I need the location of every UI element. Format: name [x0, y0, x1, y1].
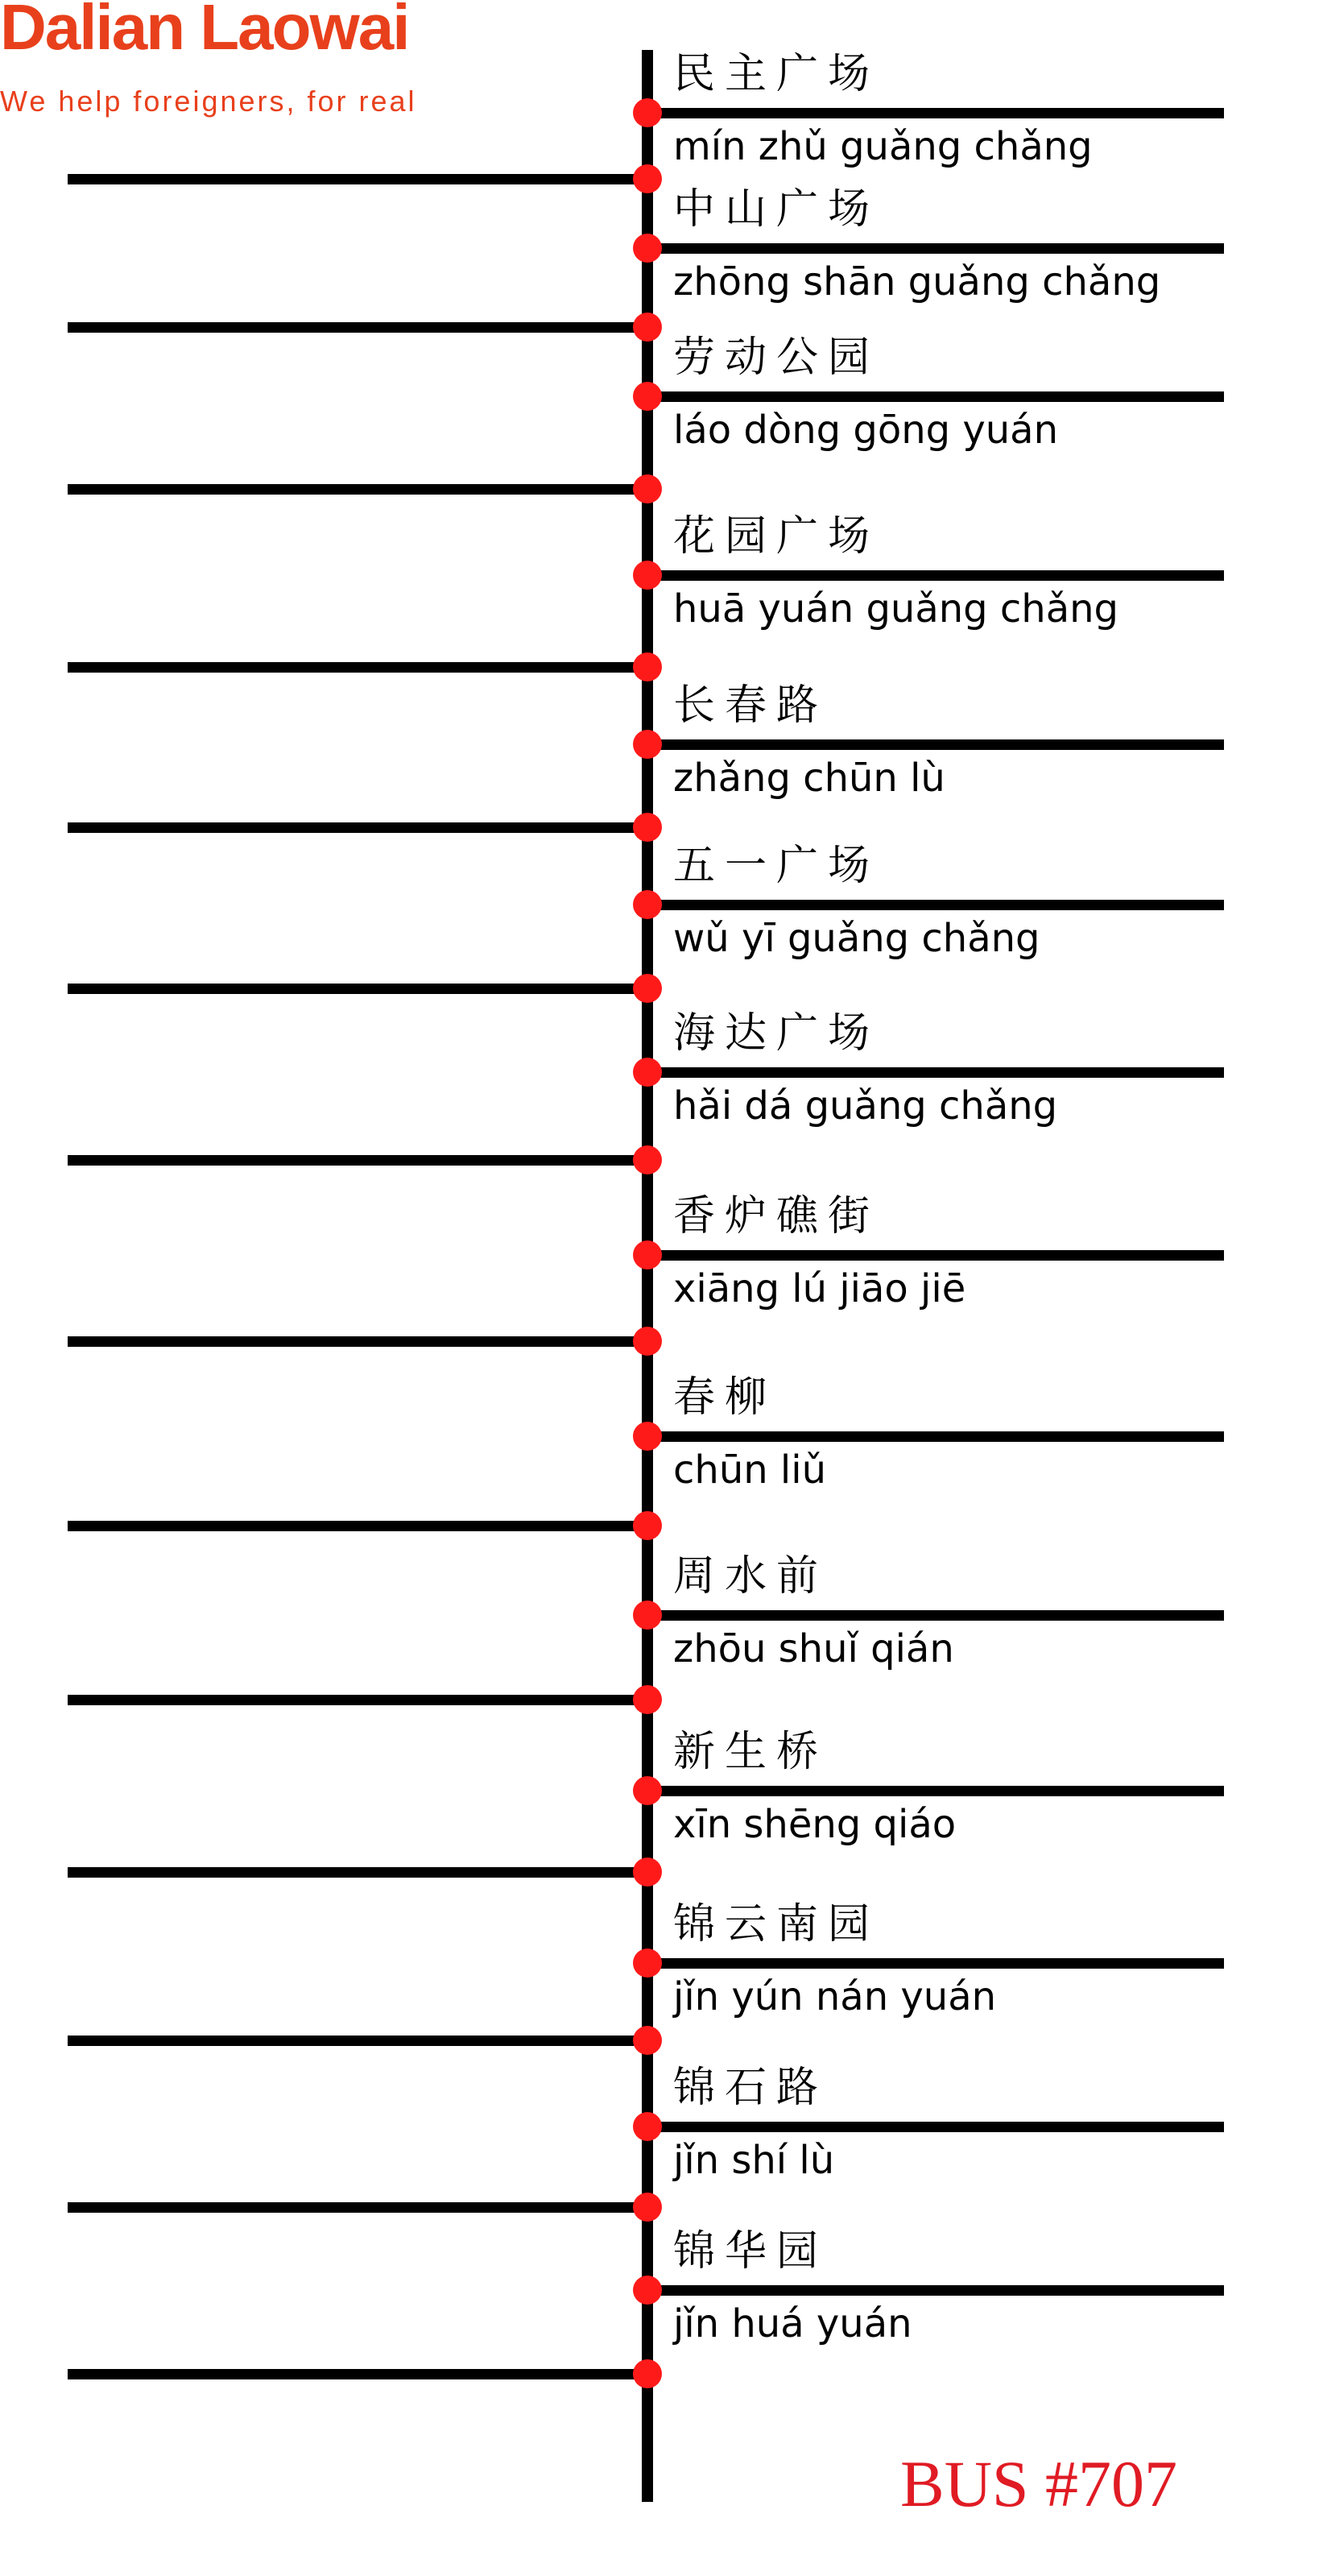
stop-dot[interactable]	[633, 1327, 662, 1356]
brand-title: Dalian Laowai	[0, 0, 409, 63]
branch-line	[647, 570, 1224, 581]
stop-name-pinyin: wǔ yī guǎng chǎng	[673, 916, 1040, 961]
branch-line	[68, 1336, 647, 1347]
stop-dot[interactable]	[633, 2112, 662, 2141]
stop-dot[interactable]	[633, 1511, 662, 1540]
stop-name-pinyin: zhǎng chūn lù	[673, 756, 945, 801]
stop-dot[interactable]	[633, 2193, 662, 2222]
branch-line	[68, 2202, 647, 2213]
stop-name-zh: 花园广场	[673, 512, 880, 561]
stop-name-zh: 锦石路	[673, 2064, 829, 2112]
stop-dot[interactable]	[633, 2359, 662, 2388]
branch-line	[647, 1067, 1224, 1078]
stop-name-zh: 长春路	[673, 681, 829, 730]
stop-name-pinyin: hǎi dá guǎng chǎng	[673, 1083, 1058, 1129]
stop-dot[interactable]	[633, 234, 662, 263]
branch-line	[647, 900, 1224, 910]
stop-name-pinyin: zhōu shuǐ qián	[673, 1626, 954, 1671]
branch-line	[647, 391, 1224, 402]
branch-line	[68, 1695, 647, 1705]
stop-name-zh: 中山广场	[673, 185, 880, 234]
stop-name-pinyin: láo dòng gōng yuán	[673, 408, 1059, 453]
stop-dot[interactable]	[633, 2276, 662, 2305]
branch-line	[68, 984, 647, 994]
branch-line	[647, 2285, 1224, 2296]
branch-line	[68, 2369, 647, 2379]
stop-name-pinyin: jǐn shí lù	[673, 2138, 835, 2183]
branch-line	[647, 1610, 1224, 1621]
stop-dot[interactable]	[633, 974, 662, 1003]
stop-dot[interactable]	[633, 313, 662, 342]
brand-tagline: We help foreigners, for real	[0, 85, 417, 118]
stop-name-pinyin: chūn liǔ	[673, 1447, 827, 1493]
stop-name-zh: 新生桥	[673, 1728, 829, 1776]
stop-name-zh: 锦云南园	[673, 1900, 880, 1949]
stop-name-pinyin: mín zhǔ guǎng chǎng	[673, 124, 1093, 169]
stop-dot[interactable]	[633, 1776, 662, 1805]
stop-name-zh: 五一广场	[673, 842, 880, 890]
branch-line	[68, 484, 647, 495]
stop-dot[interactable]	[633, 890, 662, 919]
stop-dot[interactable]	[633, 1949, 662, 1978]
stop-dot[interactable]	[633, 730, 662, 759]
stop-name-pinyin: xiāng lú jiāo jiē	[673, 1266, 966, 1311]
stop-dot[interactable]	[633, 1422, 662, 1451]
branch-line	[68, 322, 647, 333]
branch-line	[647, 243, 1224, 254]
stop-name-zh: 民主广场	[673, 50, 880, 98]
stop-name-zh: 锦华园	[673, 2227, 829, 2276]
branch-line	[647, 1431, 1224, 1442]
branch-line	[647, 1786, 1224, 1796]
stop-dot[interactable]	[633, 98, 662, 127]
stop-dot[interactable]	[633, 164, 662, 193]
stop-dot[interactable]	[633, 652, 662, 681]
stop-name-zh: 香炉礁街	[673, 1192, 880, 1240]
branch-line	[68, 2036, 647, 2046]
branch-line	[647, 108, 1224, 118]
branch-line	[68, 1521, 647, 1531]
stop-dot[interactable]	[633, 1145, 662, 1174]
branch-line	[68, 662, 647, 673]
stop-dot[interactable]	[633, 1857, 662, 1886]
stop-name-pinyin: huā yuán guǎng chǎng	[673, 586, 1119, 632]
stop-dot[interactable]	[633, 813, 662, 842]
stop-dot[interactable]	[633, 2026, 662, 2055]
stop-name-zh: 春柳	[673, 1373, 777, 1422]
branch-line	[647, 739, 1224, 750]
branch-line	[68, 1155, 647, 1166]
stop-dot[interactable]	[633, 1685, 662, 1714]
branch-line	[68, 1867, 647, 1878]
stop-name-zh: 劳动公园	[673, 333, 880, 382]
stop-dot[interactable]	[633, 1240, 662, 1269]
stop-name-pinyin: zhōng shān guǎng chǎng	[673, 259, 1161, 304]
stop-dot[interactable]	[633, 474, 662, 503]
stop-name-pinyin: xīn shēng qiáo	[673, 1802, 957, 1847]
branch-line	[647, 1958, 1224, 1969]
stop-name-zh: 周水前	[673, 1552, 829, 1601]
stop-name-zh: 海达广场	[673, 1009, 880, 1058]
bus-route-label: BUS #707	[900, 2447, 1178, 2520]
branch-line	[68, 822, 647, 833]
stop-dot[interactable]	[633, 1058, 662, 1087]
stop-dot[interactable]	[633, 561, 662, 590]
stop-name-pinyin: jǐn yún nán yuán	[673, 1974, 997, 2019]
branch-line	[647, 1250, 1224, 1261]
stop-dot[interactable]	[633, 382, 662, 411]
stop-dot[interactable]	[633, 1601, 662, 1630]
branch-line	[68, 174, 647, 184]
branch-line	[647, 2122, 1224, 2132]
stop-name-pinyin: jǐn huá yuán	[673, 2301, 912, 2346]
